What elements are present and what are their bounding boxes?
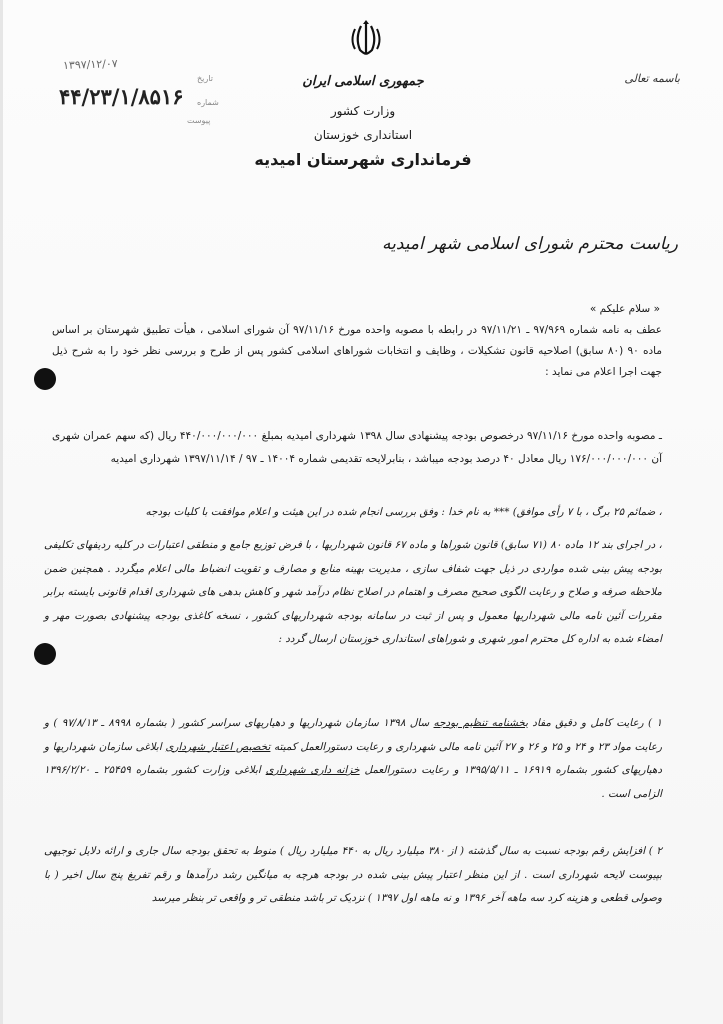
greeting: « سلام علیکم » [589, 303, 660, 315]
republic-title: جمهوری اسلامی ایران [302, 74, 424, 89]
letter-reference-stamp [59, 54, 219, 125]
ministry-name: وزارت کشور [330, 104, 396, 118]
item-1-underlined-text: تخصیص اعتبار شهرداری [165, 740, 271, 753]
letter-number: ۴۴/۲۳/۱/۸۵۱۶ [59, 84, 184, 109]
province-office: استانداری خوزستان [313, 128, 413, 142]
addressee-line: ریاست محترم شورای اسلامی شهر امیدیه [381, 234, 678, 254]
opinion-body-paragraph: ، در اجرای بند ۱۲ ماده ۸۰ (۷۱ سابق) قانون شوراها و ماده ۶۷ قانون شهرداریها ، با فرض توزیع جامع و منطقی اعتبارات در کلیه ردیفهای تکلیفی بودجه پیش بینی شده مواردی در ذیل جهت شفاف سازی ، مدیریت بهینه منابع و مصارف و تقویت انضباط مالی اعلام میگردد . همچنین ضمن ملاحظه صرفه و صلاح و رعایت الگوی صحیح مصرف و اهتمام در اصلاح نظام درآمد شهر و کاهش بدهی های شهرداری اقدام قانونی بایسته برابر مقررات آئین نامه مالی شهرداریها معمول و پس از ثبت در سامانه بودجه شهرداریهای کشور ، نسخه کاغذی بودجه پیشنهادی بصورت مهر و امضاء شده به اداره کل محترم امور شهری و شوراهای استانداری خوزستان ارسال گردد : [44, 539, 662, 645]
attachment-label: پیوست [187, 116, 211, 125]
item-1-underlined-text: بخشنامه تنظیم بودجه [433, 717, 528, 729]
date-label: تاریخ [197, 74, 213, 83]
governorate-name: فرمانداری شهرستان امیدیه [254, 150, 472, 169]
item-1-text: ابلاغی وزارت کشور بشماره ۲۵۴۵۹ ـ ۱۳۹۶/۲/۲۰ الزامی است . [44, 764, 662, 800]
emblem-icon [349, 20, 383, 56]
item-1-text: سال ۱۳۹۸ سازمان شهرداریها و دهیاریهای سراسر کشور ( بشماره ۸۹۹۸ ـ ۹۷/۸/۱۳ ) و رعایت مواد ۲۳ و ۲۴ و ۲۵ و ۲۶ و ۲۷ آئین نامه مالی شهرداری و رعایت دستورالعمل کمیته [44, 717, 663, 753]
item-1-text: ابلاغی سازمان شهرداریها و دهیاریهای کشور بشماره ۱۶۹۱۹ ـ ۱۳۹۵/۵/۱۱ و رعایت دستورالعمل [44, 740, 662, 776]
number-label: شماره [197, 98, 219, 107]
item-1-underlined-text: خزانه داری شهرداری [265, 764, 360, 776]
committee-opinion-line: ، ضمائم ۲۵ برگ ، با ۷ رأی موافق) *** به نام خدا : وفق بررسی انجام شده در این هیئت و اعلام موافقت با کلیات بودجه [145, 506, 662, 518]
item-1-text: ۱ ) رعایت کامل و دقیق مفاد [527, 717, 662, 729]
resolution-paragraph: ـ مصوبه واحده مورخ ۹۷/۱۱/۱۶ درخصوص بودجه پیشنهادی سال ۱۳۹۸ شهرداری امیدیه بمبلغ ۴۴۰/۰۰۰/۰۰۰/۰۰۰ ریال (که سهم عمران شهری آن ۱۷۶/۰۰۰/۰۰۰/۰۰۰ ریال معادل ۴۰ درصد بودجه میباشد ، بنابرلایحه تقدیمی شماره ۱۴۰۰۴ ـ ۹۷ / ۱۳۹۷/۱۱/۱۴ شهرداری امیدیه [52, 430, 662, 465]
bismillah-text: باسمه تعالی [624, 72, 680, 85]
item-2-paragraph: ۲ ) افزایش رقم بودجه نسبت به سال گذشته ( از ۳۸۰ میلیارد ریال به ۴۴۰ میلیارد ریال ) منوط به تحقق بودجه سال جاری و ارائه دلایل توجیهی بپیوست لایحه شهرداری است . از این منظر اعتبار پیش بینی شده در بودجه هرچه به میانگین رشد درآمدها و رقم تفریغ پنج سال اخیر ( با وصولی قطعی و هزینه کرد سه ماهه آخر ۱۳۹۶ و نه ماهه اول ۱۳۹۷ ) نزدیک تر باشد منطقی تر و واقعی تر بنظر میرسد [44, 845, 662, 904]
letter-date: ۱۳۹۷/۱۲/۰۷ [62, 57, 118, 72]
intro-paragraph: عطف به نامه شماره ۹۷/۹۶۹ ـ ۹۷/۱۱/۲۱ در رابطه با مصوبه واحده مورخ ۹۷/۱۱/۱۶ آن شورای اسلامی ، هیأت تطبیق شهرستان بر اساس ماده ۹۰ (۸۰ سابق) اصلاحیه قانون تشکیلات ، وظایف و انتخابات شوراهای اسلامی کشور پس از طرح و بررسی نظر خود را به شرح ذیل جهت اجرا اعلام می نماید : [52, 324, 662, 378]
item-1-paragraph [44, 712, 662, 806]
